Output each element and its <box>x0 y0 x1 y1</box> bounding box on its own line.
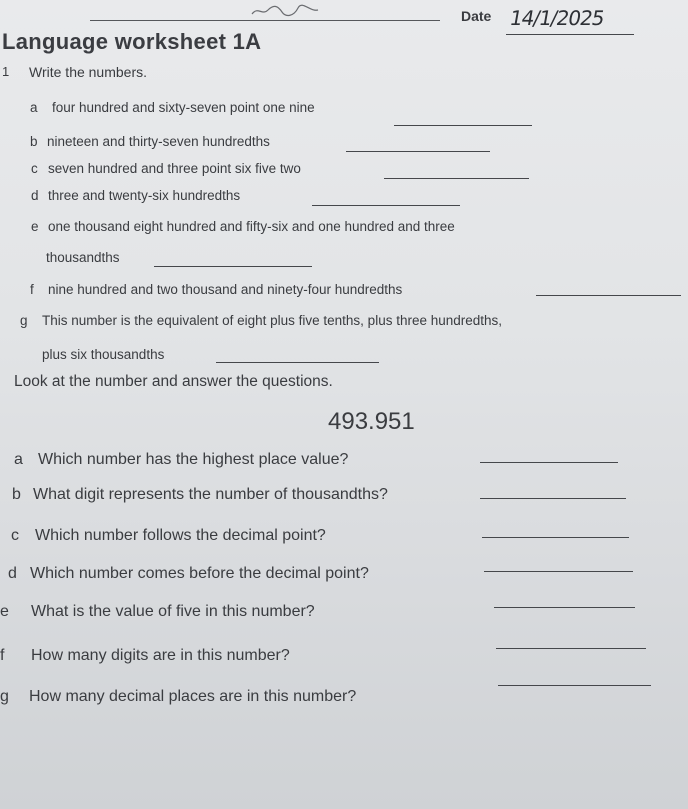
handwritten-scribble <box>250 2 320 18</box>
question-line-c <box>482 537 629 538</box>
question-letter-g: g <box>0 688 9 705</box>
item-text-b: nineteen and thirty-seven hundredths <box>47 134 270 149</box>
question-line-f <box>496 648 646 649</box>
answer-line-f <box>536 295 681 296</box>
answer-line-b <box>346 151 490 152</box>
answer-line-e <box>154 266 312 267</box>
item-letter-b: b <box>30 134 38 149</box>
item-letter-f: f <box>30 282 34 297</box>
question-line-a <box>480 462 618 463</box>
question-letter-d: d <box>8 565 17 582</box>
item-text-f: nine hundred and two thousand and ninety-four hundredths <box>48 282 403 297</box>
item-letter-d: d <box>31 188 39 203</box>
answer-line-c <box>384 178 529 179</box>
question-text-a: Which number has the highest place value? <box>38 451 349 468</box>
question-text-g: How many decimal places are in this number? <box>29 688 357 705</box>
featured-number: 493.951 <box>328 408 415 435</box>
item-text-a: four hundred and sixty-seven point one nine <box>52 100 315 115</box>
question-letter-f: f <box>0 647 5 664</box>
answer-line-d <box>312 205 460 206</box>
item-text-d: three and twenty-six hundredths <box>48 188 241 203</box>
question-letter-e: e <box>0 603 9 620</box>
answer-line-a <box>394 125 532 126</box>
exercise-instruction: Write the numbers. <box>29 64 148 80</box>
question-line-d <box>484 571 633 572</box>
question-letter-c: c <box>11 527 19 544</box>
item-letter-g: g <box>20 313 28 328</box>
date-label: Date <box>461 8 492 24</box>
question-text-b: What digit represents the number of thousandths? <box>33 486 388 503</box>
item-letter-e: e <box>31 219 39 234</box>
item-text-e: one thousand eight hundred and fifty-six and one hundred and three <box>48 219 455 234</box>
page-title: Language worksheet 1A <box>2 29 262 54</box>
question-text-c: Which number follows the decimal point? <box>35 527 326 544</box>
exercise2-instruction: Look at the number and answer the questions. <box>14 373 333 390</box>
item-letter-c: c <box>31 161 38 176</box>
item-text-g: This number is the equivalent of eight plus five tenths, plus three hundredths, <box>42 313 503 328</box>
date-line <box>506 34 634 35</box>
date-value: 14/1/2025 <box>507 6 606 30</box>
answer-line-g <box>216 362 379 363</box>
question-text-d: Which number comes before the decimal point? <box>30 565 369 582</box>
item-letter-a: a <box>30 100 38 115</box>
question-line-g <box>498 685 651 686</box>
item-text-e-continued: thousandths <box>46 250 120 265</box>
item-text-g-continued: plus six thousandths <box>42 347 165 362</box>
item-text-c: seven hundred and three point six five two <box>48 161 301 176</box>
question-text-f: How many digits are in this number? <box>31 647 290 664</box>
question-letter-a: a <box>14 451 23 468</box>
question-line-e <box>494 607 635 608</box>
name-line <box>90 20 440 21</box>
exercise-number: 1 <box>2 64 10 79</box>
question-letter-b: b <box>12 486 21 503</box>
question-line-b <box>480 498 626 499</box>
question-text-e: What is the value of five in this number? <box>31 603 315 620</box>
